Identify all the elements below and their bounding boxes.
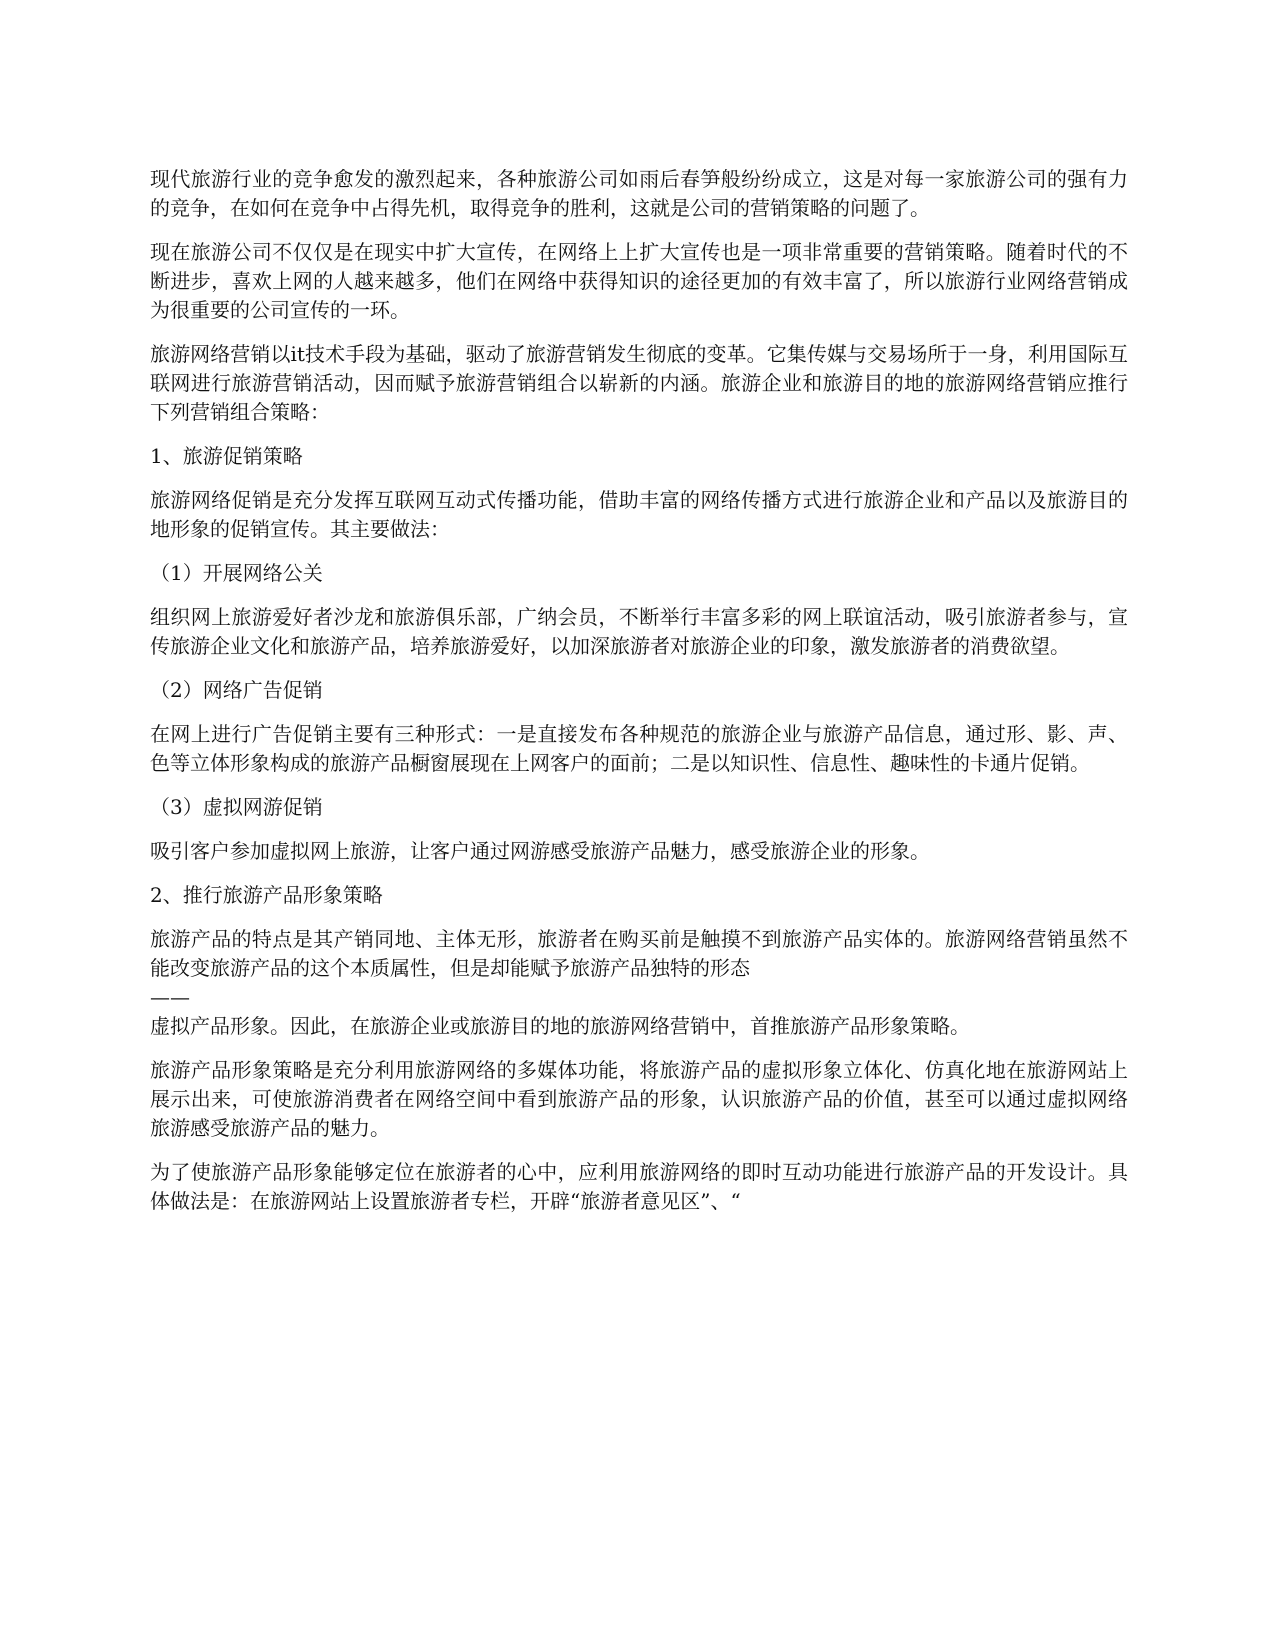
- paragraph-ad-promotion: 在网上进行广告促销主要有三种形式：一是直接发布各种规范的旅游企业与旅游产品信息，通过形、影、声、色等立体形象构成的旅游产品橱窗展现在上网客户的面前；二是以知识性、信息性、趣味性的卡通片促销。: [150, 722, 1128, 775]
- subheading-ad-promotion: （2）网络广告促销: [150, 678, 323, 702]
- paragraph-product-features: 旅游产品的特点是其产销同地、主体无形，旅游者在购买前是触摸不到旅游产品实体的。旅游网络营销虽然不能改变旅游产品的这个本质属性，但是却能赋予旅游产品独特的形态: [150, 927, 1128, 980]
- paragraph-product-design: 为了使旅游产品形象能够定位在旅游者的心中，应利用旅游网络的即时互动功能进行旅游产品的开发设计。具体做法是：在旅游网站上设置旅游者专栏，开辟“旅游者意见区”、“: [150, 1160, 1128, 1213]
- subheading-virtual-tour: （3）虚拟网游促销: [150, 795, 323, 819]
- paragraph-image-strategy: 旅游产品形象策略是充分利用旅游网络的多媒体功能，将旅游产品的虚拟形象立体化、仿真化地在旅游网站上展示出来，可使旅游消费者在网络空间中看到旅游产品的形象，认识旅游产品的价值，甚至可以通过虚拟网络旅游感受旅游产品的魅力。: [150, 1058, 1128, 1140]
- section-heading-product-image: 2、推行旅游产品形象策略: [150, 883, 383, 907]
- paragraph-network-marketing: 旅游网络营销以it技术手段为基础，驱动了旅游营销发生彻底的变革。它集传媒与交易场所于一身，利用国际互联网进行旅游营销活动，因而赋予旅游营销组合以崭新的内涵。旅游企业和旅游目的地的旅游网络营销应推行下列营销组合策略：: [150, 342, 1128, 424]
- paragraph-virtual-product-image: 虚拟产品形象。因此，在旅游企业或旅游目的地的旅游网络营销中，首推旅游产品形象策略。: [150, 1014, 970, 1038]
- paragraph-promotion-description: 旅游网络促销是充分发挥互联网互动式传播功能，借助丰富的网络传播方式进行旅游企业和产品以及旅游目的地形象的促销宣传。其主要做法：: [150, 488, 1128, 541]
- paragraph-virtual-tour: 吸引客户参加虚拟网上旅游，让客户通过网游感受旅游产品魅力，感受旅游企业的形象。: [150, 839, 930, 863]
- section-heading-promotion-strategy: 1、旅游促销策略: [150, 444, 303, 468]
- subheading-network-pr: （1）开展网络公关: [150, 561, 323, 585]
- em-dash-line: ——: [150, 985, 190, 1009]
- paragraph-online-promotion: 现在旅游公司不仅仅是在现实中扩大宣传，在网络上上扩大宣传也是一项非常重要的营销策略。随着时代的不断进步，喜欢上网的人越来越多，他们在网络中获得知识的途径更加的有效丰富了，所以旅游行业网络营销成为很重要的公司宣传的一环。: [150, 240, 1128, 322]
- paragraph-intro: 现代旅游行业的竞争愈发的激烈起来，各种旅游公司如雨后春笋般纷纷成立，这是对每一家旅游公司的强有力的竞争，在如何在竞争中占得先机，取得竞争的胜利，这就是公司的营销策略的问题了。: [150, 167, 1128, 220]
- document-page: [150, 165, 1128, 1231]
- paragraph-network-pr: 组织网上旅游爱好者沙龙和旅游俱乐部，广纳会员，不断举行丰富多彩的网上联谊活动，吸引旅游者参与，宣传旅游企业文化和旅游产品，培养旅游爱好，以加深旅游者对旅游企业的印象，激发旅游者的消费欲望。: [150, 605, 1128, 658]
